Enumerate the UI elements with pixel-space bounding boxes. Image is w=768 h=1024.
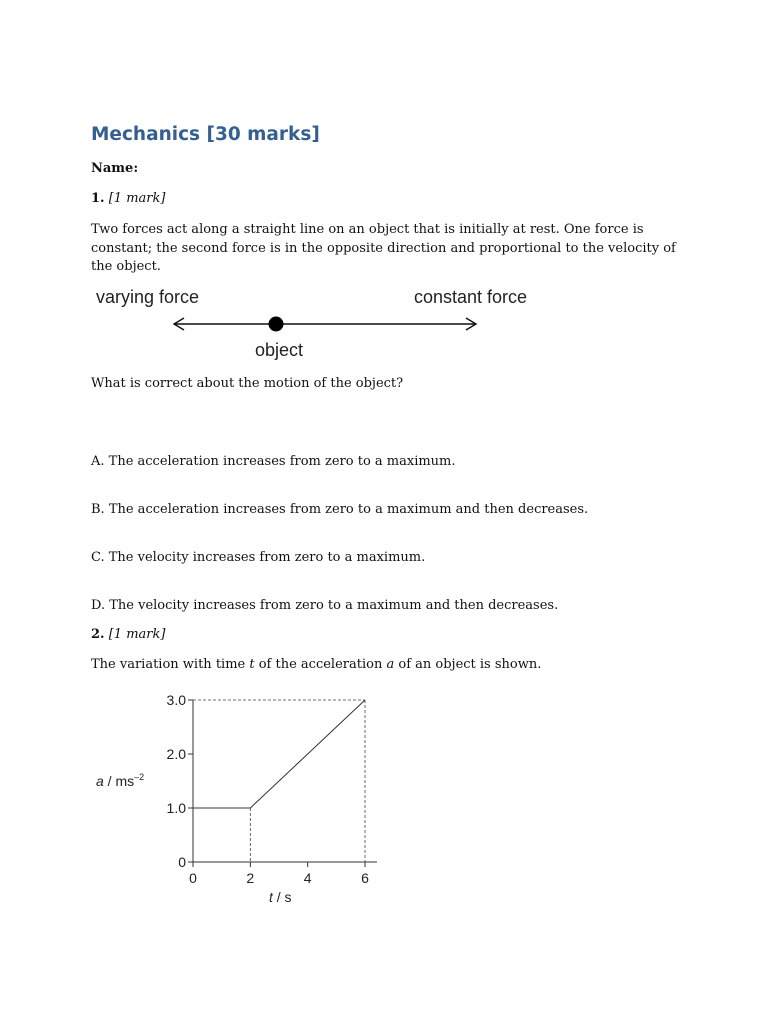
y-axis-unit-exponent: –2 bbox=[134, 772, 145, 782]
question-2-number: 2. bbox=[91, 627, 105, 642]
y-tick-label: 3.0 bbox=[166, 692, 186, 708]
question-2-marks: [1 mark] bbox=[108, 627, 166, 642]
acceleration-time-chart bbox=[0, 680, 768, 920]
y-tick-label: 2.0 bbox=[166, 746, 186, 762]
y-axis-unit: / ms bbox=[103, 773, 135, 789]
question-1-text: Two forces act along a straight line on an object that is initially at rest. One force is constant; the second force is in the opposite direction and proportional to the velocity of the object. bbox=[91, 222, 676, 274]
x-axis-symbol: t bbox=[269, 889, 273, 905]
option-a: A. The acceleration increases from zero to a maximum. bbox=[91, 454, 456, 469]
q2-text-part: of an object is shown. bbox=[394, 657, 542, 672]
q2-text-part: of the acceleration bbox=[254, 657, 387, 672]
question-1-prompt: What is correct about the motion of the object? bbox=[91, 376, 404, 391]
question-2-text bbox=[91, 657, 541, 672]
name-label: Name: bbox=[91, 161, 139, 176]
constant-force-label: constant force bbox=[414, 287, 528, 307]
option-b: B. The acceleration increases from zero to a maximum and then decreases. bbox=[91, 502, 589, 517]
y-tick-label: 1.0 bbox=[166, 800, 186, 816]
question-2-header bbox=[91, 627, 165, 642]
x-axis-unit: / s bbox=[272, 889, 292, 905]
y-axis-label bbox=[96, 772, 144, 789]
axis-ticks bbox=[167, 692, 370, 886]
question-1-marks: [1 mark] bbox=[108, 191, 166, 206]
x-tick-label: 4 bbox=[303, 870, 312, 886]
page-title: Mechanics [30 marks] bbox=[91, 124, 320, 145]
x-tick-label: 6 bbox=[361, 870, 369, 886]
force-diagram bbox=[0, 0, 768, 380]
option-c: C. The velocity increases from zero to a maximum. bbox=[91, 550, 426, 565]
object-dot bbox=[269, 317, 284, 332]
q2-text-part: The variation with time bbox=[91, 657, 250, 672]
acceleration-line bbox=[193, 700, 365, 808]
x-tick-label: 0 bbox=[189, 870, 197, 886]
q2-symbol-t: t bbox=[249, 657, 255, 672]
option-d: D. The velocity increases from zero to a maximum and then decreases. bbox=[91, 598, 559, 613]
q2-symbol-a: a bbox=[386, 657, 395, 672]
y-axis-symbol: a bbox=[96, 773, 104, 789]
object-label: object bbox=[255, 340, 304, 360]
x-tick-label: 2 bbox=[246, 870, 255, 886]
question-1-number: 1. bbox=[91, 191, 105, 206]
y-tick-label: 0 bbox=[178, 854, 186, 870]
x-axis-label bbox=[269, 889, 292, 905]
varying-force-label: varying force bbox=[96, 287, 200, 307]
